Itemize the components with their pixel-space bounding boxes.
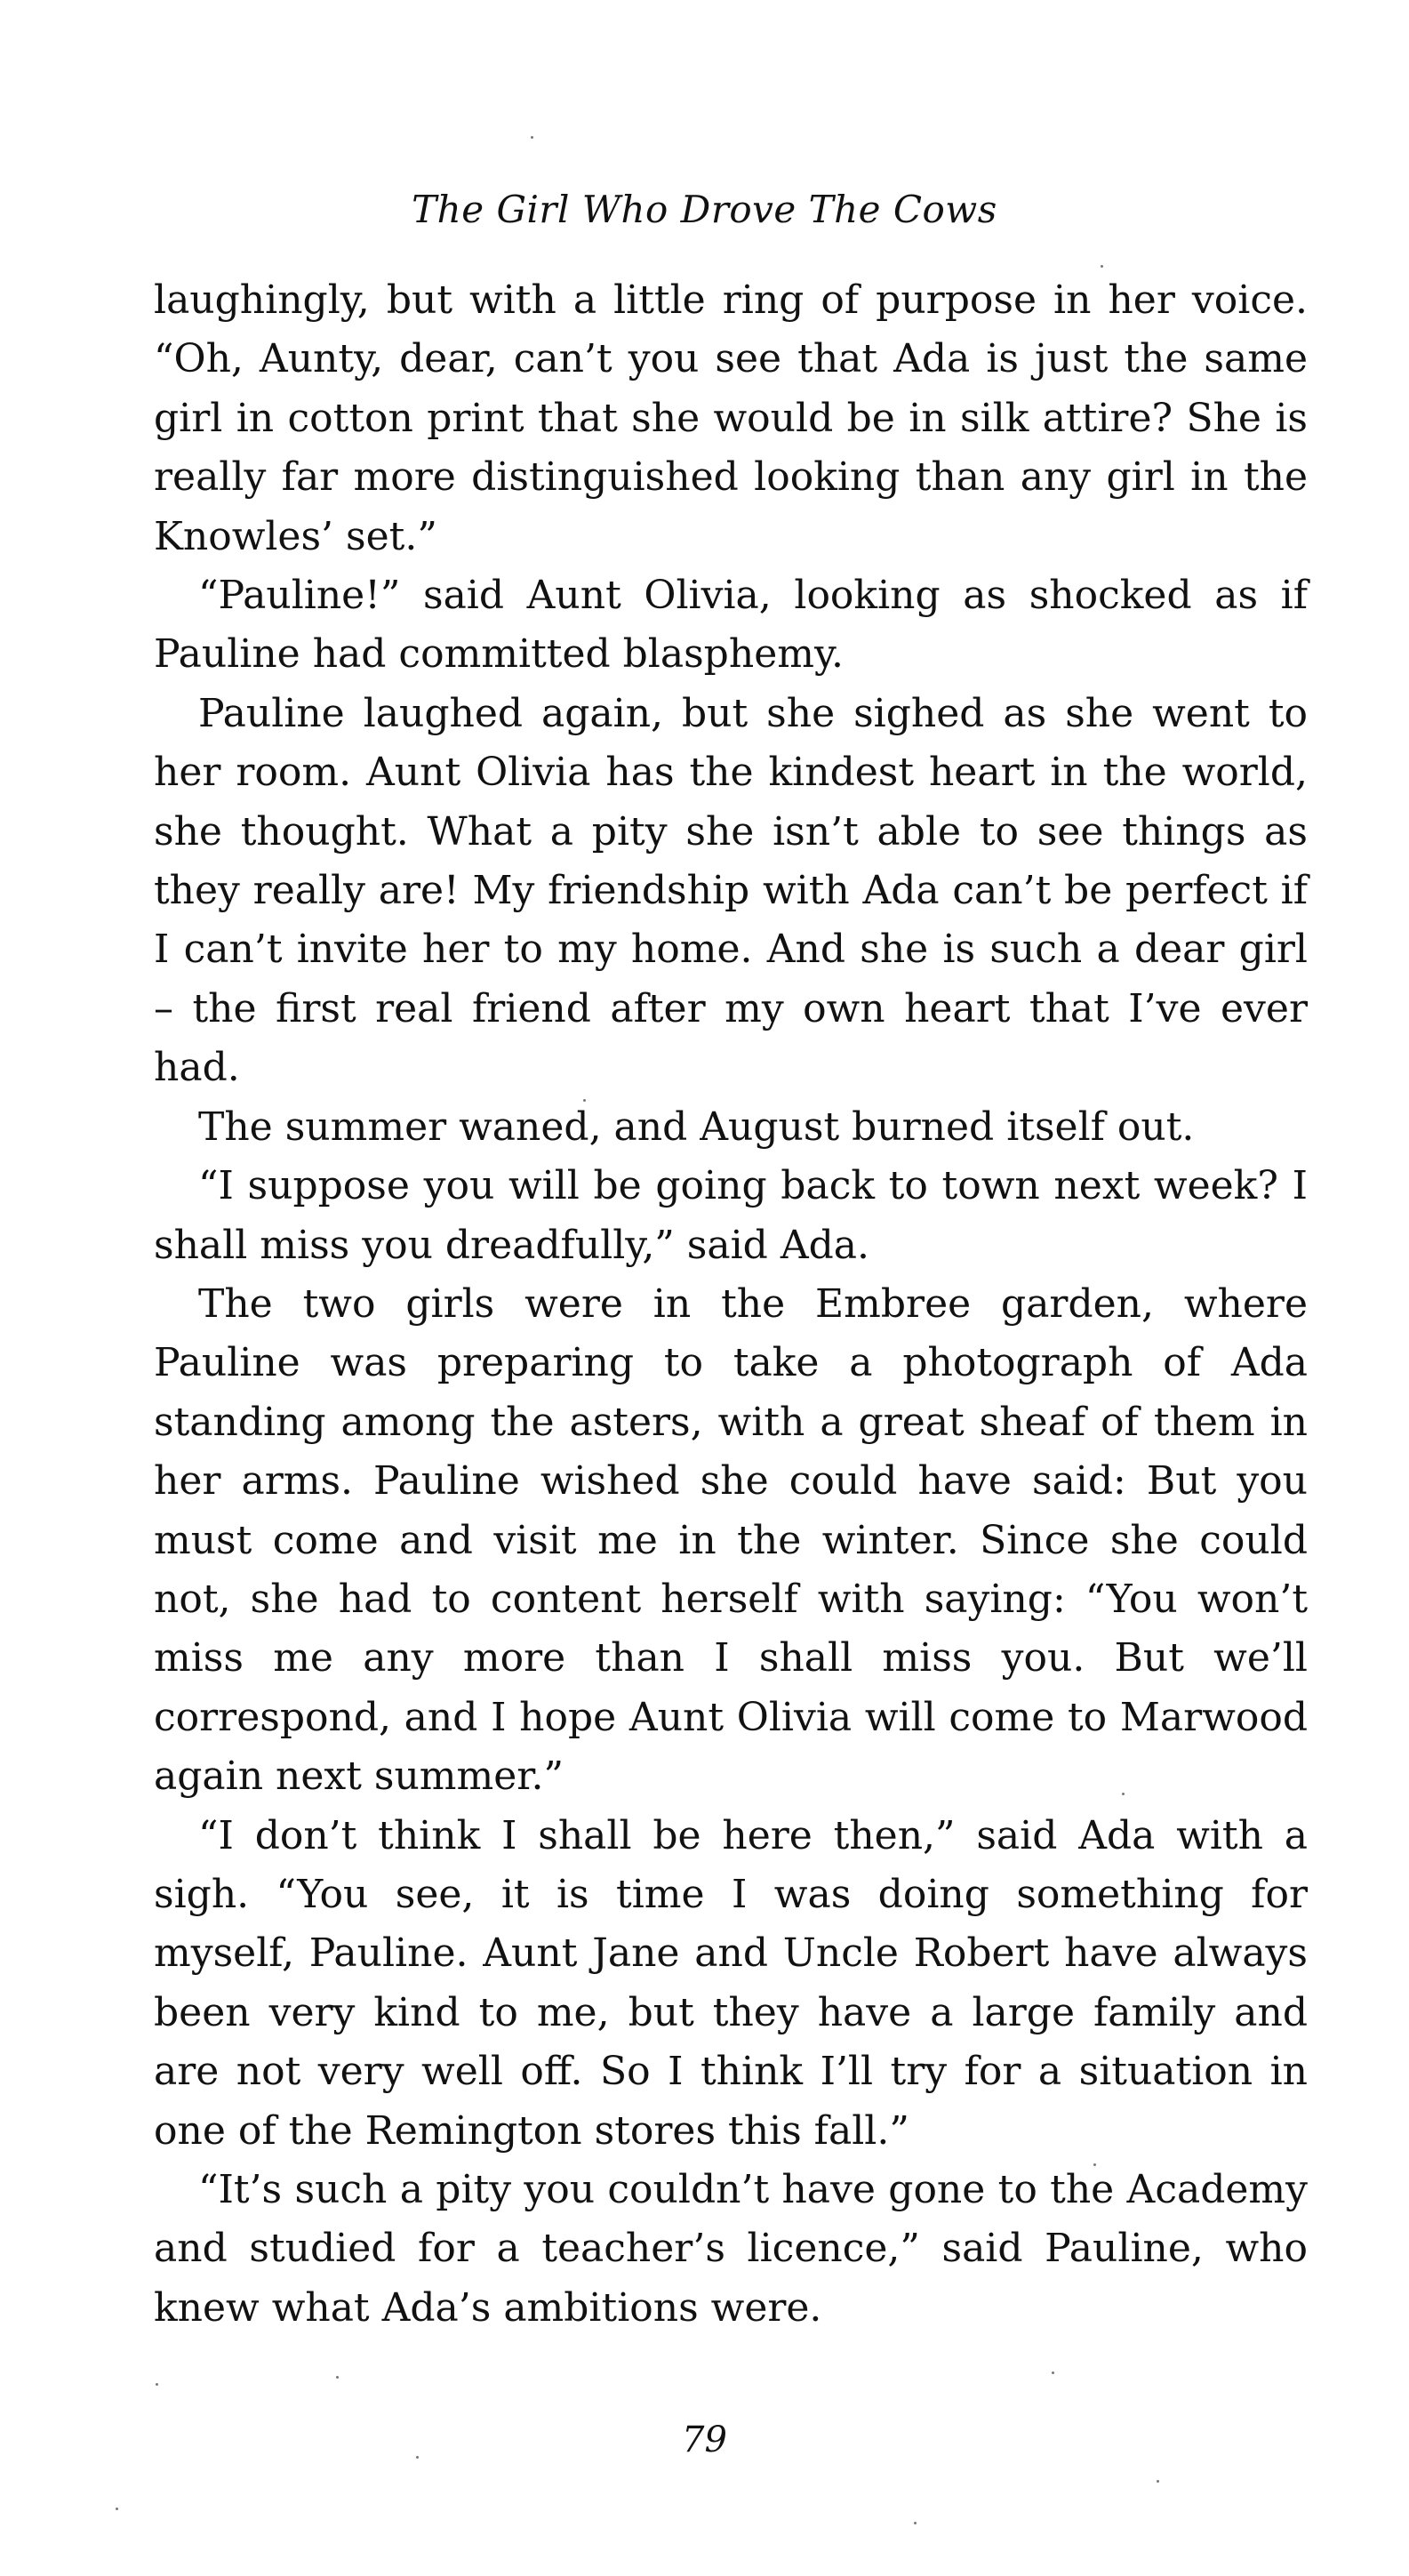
scan-speck [914, 2522, 917, 2524]
paragraph: “It’s such a pity you couldn’t have gone to the Academy and studied for a teacher’s licence,” said Pauline, who knew what Ada’s ambitions were. [154, 2167, 1308, 2331]
scan-speck [1122, 1793, 1125, 1795]
page-number: 79 [682, 2420, 727, 2460]
paragraph: The summer waned, and August burned itself out. [198, 1103, 1195, 1150]
paragraph: “I don’t think I shall be here then,” said Ada with a sigh. “You see, it is time I was doing something for myself, Pauline. Aunt Jane and Uncle Robert have always been very kind to me, but they have a large family and are not very well off. So I think I’ll try for a situation in one of the Remington stores this fall.” [154, 1812, 1308, 2154]
paragraph: Pauline laughed again, but she sighed as she went to her room. Aunt Olivia has the kindest heart in the world, she thought. What a pity she isn’t able to see things as they really are! My friendship with Ada can’t be perfect if I can’t invite her to my home. And she is such a dear girl – the first real friend after my own heart that I’ve ever had. [154, 690, 1308, 1091]
paragraph: The two girls were in the Embree garden, where Pauline was preparing to take a photograph of Ada standing among the asters, with a great sheaf of them in her arms. Pauline wished she could have said: But you must come and visit me in the winter. Since she could not, she had to content herself with saying: “You won’t miss me any more than I shall miss you. But we’ll correspond, and I hope Aunt Olivia will come to Marwood again next summer.” [154, 1280, 1308, 1800]
scan-speck [416, 2456, 419, 2459]
scan-speck [1093, 2163, 1096, 2166]
paragraph: laughingly, but with a little ring of purpose in her voice. “Oh, Aunty, dear, can’t you see that Ada is just the same girl in cotton print that she would be in silk attire? She is really far more distinguished looking than any girl in the Knowles’ set.” [154, 277, 1308, 559]
scan-speck [1157, 2480, 1159, 2483]
body-text [154, 271, 1308, 2338]
scan-speck [336, 2376, 339, 2379]
paragraph: “Pauline!” said Aunt Olivia, looking as shocked as if Pauline had committed blasphemy. [154, 573, 1308, 678]
scan-speck [156, 2383, 158, 2386]
scan-speck [1101, 265, 1103, 268]
scan-speck [1052, 2371, 1054, 2374]
scan-speck [583, 1099, 586, 1102]
scan-speck [116, 2508, 118, 2510]
scan-speck [531, 136, 533, 139]
running-header-title: The Girl Who Drove The Cows [412, 188, 997, 231]
paragraph: “I suppose you will be going back to town next week? I shall miss you dreadfully,” said Ada. [154, 1163, 1308, 1268]
